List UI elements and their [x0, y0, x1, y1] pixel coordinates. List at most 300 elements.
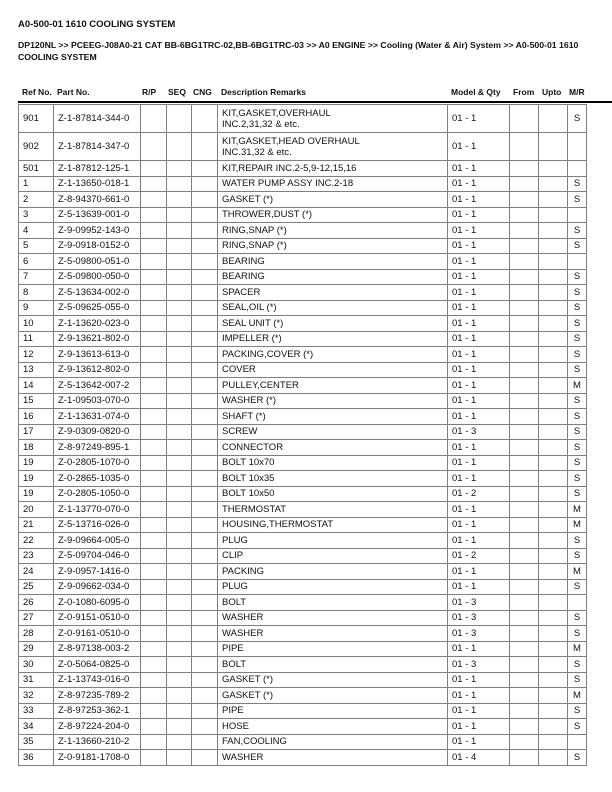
cell-part-no: Z-8-97138-003-2	[54, 641, 141, 657]
table-row	[19, 362, 587, 378]
column-header-mr: M/R	[569, 87, 585, 97]
cell-description: GASKET (*)	[218, 672, 448, 688]
cell-seq	[167, 316, 192, 332]
cell-rp	[141, 378, 167, 394]
cell-from	[510, 533, 539, 549]
page-title: A0-500-01 1610 COOLING SYSTEM	[18, 19, 176, 30]
cell-description: WASHER	[218, 626, 448, 642]
table-row	[19, 502, 587, 518]
cell-ref-no: 5	[19, 238, 54, 254]
cell-upto	[539, 471, 568, 487]
table-column-headers	[18, 87, 586, 97]
cell-part-no: Z-0-2805-1070-0	[54, 455, 141, 471]
cell-model-qty: 01 - 1	[448, 362, 510, 378]
cell-part-no: Z-1-87814-344-0	[54, 105, 141, 133]
cell-description: HOSE	[218, 719, 448, 735]
cell-cng	[192, 254, 218, 270]
cell-part-no: Z-9-09662-034-0	[54, 579, 141, 595]
parts-table	[18, 104, 587, 766]
cell-rp	[141, 610, 167, 626]
cell-cng	[192, 424, 218, 440]
cell-rp	[141, 455, 167, 471]
table-row	[19, 192, 587, 208]
cell-upto	[539, 533, 568, 549]
table-row	[19, 610, 587, 626]
table-row	[19, 564, 587, 580]
cell-seq	[167, 254, 192, 270]
cell-model-qty: 01 - 1	[448, 734, 510, 750]
cell-ref-no: 12	[19, 347, 54, 363]
cell-seq	[167, 471, 192, 487]
cell-seq	[167, 192, 192, 208]
cell-mr: S	[568, 238, 587, 254]
cell-mr: S	[568, 223, 587, 239]
cell-seq	[167, 285, 192, 301]
description-line-1: KIT,GASKET,OVERHAUL	[222, 107, 331, 119]
cell-model-qty: 01 - 3	[448, 657, 510, 673]
cell-seq	[167, 688, 192, 704]
cell-part-no: Z-0-9161-0510-0	[54, 626, 141, 642]
cell-model-qty: 01 - 3	[448, 610, 510, 626]
cell-seq	[167, 455, 192, 471]
table-row	[19, 316, 587, 332]
table-row	[19, 672, 587, 688]
cell-mr: S	[568, 192, 587, 208]
cell-ref-no: 34	[19, 719, 54, 735]
cell-upto	[539, 238, 568, 254]
cell-mr: S	[568, 750, 587, 766]
cell-seq	[167, 378, 192, 394]
table-row	[19, 409, 587, 425]
cell-upto	[539, 502, 568, 518]
cell-mr: S	[568, 548, 587, 564]
cell-cng	[192, 105, 218, 133]
cell-upto	[539, 347, 568, 363]
cell-cng	[192, 440, 218, 456]
cell-mr: S	[568, 579, 587, 595]
cell-cng	[192, 316, 218, 332]
cell-from	[510, 133, 539, 161]
table-row	[19, 133, 587, 161]
description-line-2: INC.2,31,32 & etc.	[222, 118, 300, 130]
cell-upto	[539, 161, 568, 177]
table-row	[19, 285, 587, 301]
cell-ref-no: 19	[19, 486, 54, 502]
cell-from	[510, 176, 539, 192]
cell-cng	[192, 347, 218, 363]
cell-description: BOLT	[218, 657, 448, 673]
cell-rp	[141, 564, 167, 580]
cell-model-qty: 01 - 1	[448, 471, 510, 487]
cell-part-no: Z-9-0918-0152-0	[54, 238, 141, 254]
cell-description: SHAFT (*)	[218, 409, 448, 425]
cell-from	[510, 502, 539, 518]
cell-upto	[539, 207, 568, 223]
cell-model-qty: 01 - 2	[448, 486, 510, 502]
cell-mr: M	[568, 378, 587, 394]
cell-from	[510, 641, 539, 657]
cell-cng	[192, 719, 218, 735]
cell-ref-no: 16	[19, 409, 54, 425]
cell-ref-no: 28	[19, 626, 54, 642]
cell-rp	[141, 595, 167, 611]
cell-rp	[141, 440, 167, 456]
cell-upto	[539, 254, 568, 270]
cell-seq	[167, 331, 192, 347]
cell-from	[510, 362, 539, 378]
cell-from	[510, 486, 539, 502]
cell-mr: S	[568, 626, 587, 642]
cell-part-no: Z-1-09503-070-0	[54, 393, 141, 409]
cell-seq	[167, 424, 192, 440]
cell-cng	[192, 486, 218, 502]
cell-rp	[141, 734, 167, 750]
cell-rp	[141, 641, 167, 657]
cell-mr: S	[568, 285, 587, 301]
cell-rp	[141, 533, 167, 549]
cell-seq	[167, 672, 192, 688]
table-row	[19, 378, 587, 394]
cell-seq	[167, 750, 192, 766]
table-row	[19, 734, 587, 750]
cell-ref-no: 22	[19, 533, 54, 549]
breadcrumb: DP120NL >> PCEEG-J08A0-21 CAT BB-6BG1TRC-02,BB-6BG1TRC-03 >> A0 ENGINE >> Cooling (Water & Air) System >> A0-500-01 1610 COOLING SYSTEM	[18, 40, 579, 62]
cell-upto	[539, 285, 568, 301]
cell-upto	[539, 300, 568, 316]
cell-rp	[141, 192, 167, 208]
cell-upto	[539, 579, 568, 595]
cell-part-no: Z-5-09704-046-0	[54, 548, 141, 564]
cell-description: KIT,REPAIR INC.2-5,9-12,15,16	[218, 161, 448, 177]
cell-ref-no: 7	[19, 269, 54, 285]
cell-model-qty: 01 - 1	[448, 393, 510, 409]
cell-rp	[141, 626, 167, 642]
cell-cng	[192, 548, 218, 564]
cell-description: GASKET (*)	[218, 688, 448, 704]
cell-mr: S	[568, 703, 587, 719]
cell-part-no: Z-1-13770-070-0	[54, 502, 141, 518]
cell-from	[510, 548, 539, 564]
cell-model-qty: 01 - 3	[448, 626, 510, 642]
cell-model-qty: 01 - 1	[448, 133, 510, 161]
cell-ref-no: 1	[19, 176, 54, 192]
cell-model-qty: 01 - 1	[448, 502, 510, 518]
cell-ref-no: 23	[19, 548, 54, 564]
table-row	[19, 471, 587, 487]
cell-seq	[167, 176, 192, 192]
cell-part-no: Z-5-09800-051-0	[54, 254, 141, 270]
cell-rp	[141, 409, 167, 425]
cell-description: PLUG	[218, 533, 448, 549]
cell-description: IMPELLER (*)	[218, 331, 448, 347]
table-row	[19, 347, 587, 363]
cell-model-qty: 01 - 1	[448, 254, 510, 270]
cell-rp	[141, 316, 167, 332]
table-row	[19, 703, 587, 719]
column-header-description: Description Remarks	[221, 87, 307, 97]
cell-rp	[141, 285, 167, 301]
cell-rp	[141, 672, 167, 688]
cell-model-qty: 01 - 1	[448, 223, 510, 239]
table-row	[19, 223, 587, 239]
cell-mr: S	[568, 409, 587, 425]
table-row	[19, 595, 587, 611]
cell-mr: S	[568, 316, 587, 332]
cell-rp	[141, 703, 167, 719]
cell-upto	[539, 610, 568, 626]
cell-model-qty: 01 - 4	[448, 750, 510, 766]
cell-cng	[192, 238, 218, 254]
cell-cng	[192, 133, 218, 161]
cell-part-no: Z-9-09664-005-0	[54, 533, 141, 549]
cell-mr: S	[568, 610, 587, 626]
cell-mr: S	[568, 672, 587, 688]
cell-rp	[141, 579, 167, 595]
table-row	[19, 331, 587, 347]
cell-seq	[167, 393, 192, 409]
table-row	[19, 750, 587, 766]
cell-upto	[539, 672, 568, 688]
cell-cng	[192, 223, 218, 239]
column-header-model-qty: Model & Qty	[451, 87, 501, 97]
cell-from	[510, 471, 539, 487]
cell-model-qty: 01 - 1	[448, 331, 510, 347]
cell-model-qty: 01 - 1	[448, 672, 510, 688]
cell-part-no: Z-9-13612-802-0	[54, 362, 141, 378]
cell-mr: M	[568, 517, 587, 533]
cell-cng	[192, 362, 218, 378]
cell-ref-no: 902	[19, 133, 54, 161]
cell-description: CONNECTOR	[218, 440, 448, 456]
column-header-ref-no: Ref No.	[22, 87, 52, 97]
cell-rp	[141, 471, 167, 487]
table-row	[19, 161, 587, 177]
cell-from	[510, 564, 539, 580]
cell-mr	[568, 595, 587, 611]
cell-model-qty: 01 - 1	[448, 719, 510, 735]
cell-model-qty: 01 - 1	[448, 105, 510, 133]
cell-model-qty: 01 - 1	[448, 238, 510, 254]
cell-upto	[539, 133, 568, 161]
cell-ref-no: 4	[19, 223, 54, 239]
cell-upto	[539, 331, 568, 347]
cell-from	[510, 688, 539, 704]
cell-rp	[141, 300, 167, 316]
cell-seq	[167, 502, 192, 518]
cell-model-qty: 01 - 1	[448, 316, 510, 332]
cell-upto	[539, 564, 568, 580]
cell-ref-no: 2	[19, 192, 54, 208]
cell-rp	[141, 161, 167, 177]
table-row	[19, 455, 587, 471]
cell-cng	[192, 378, 218, 394]
cell-cng	[192, 269, 218, 285]
table-row	[19, 300, 587, 316]
cell-model-qty: 01 - 1	[448, 409, 510, 425]
cell-part-no: Z-0-5064-0825-0	[54, 657, 141, 673]
cell-ref-no: 11	[19, 331, 54, 347]
cell-rp	[141, 502, 167, 518]
cell-description	[218, 105, 448, 133]
cell-part-no: Z-9-0309-0820-0	[54, 424, 141, 440]
cell-rp	[141, 688, 167, 704]
cell-upto	[539, 378, 568, 394]
cell-mr: S	[568, 393, 587, 409]
column-header-from: From	[513, 87, 535, 97]
table-row	[19, 238, 587, 254]
cell-part-no: Z-0-1080-6095-0	[54, 595, 141, 611]
cell-model-qty: 01 - 3	[448, 595, 510, 611]
cell-mr	[568, 161, 587, 177]
cell-part-no: Z-8-97224-204-0	[54, 719, 141, 735]
cell-part-no: Z-5-13634-002-0	[54, 285, 141, 301]
cell-description	[218, 133, 448, 161]
cell-ref-no: 31	[19, 672, 54, 688]
cell-seq	[167, 238, 192, 254]
cell-seq	[167, 703, 192, 719]
cell-mr: S	[568, 300, 587, 316]
cell-rp	[141, 393, 167, 409]
cell-description: THERMOSTAT	[218, 502, 448, 518]
cell-description: PIPE	[218, 641, 448, 657]
cell-from	[510, 703, 539, 719]
cell-from	[510, 424, 539, 440]
cell-upto	[539, 269, 568, 285]
cell-part-no: Z-5-09800-050-0	[54, 269, 141, 285]
cell-model-qty: 01 - 1	[448, 455, 510, 471]
cell-ref-no: 30	[19, 657, 54, 673]
cell-rp	[141, 719, 167, 735]
cell-upto	[539, 626, 568, 642]
cell-ref-no: 6	[19, 254, 54, 270]
cell-ref-no: 901	[19, 105, 54, 133]
cell-cng	[192, 409, 218, 425]
cell-mr: M	[568, 502, 587, 518]
cell-seq	[167, 362, 192, 378]
cell-mr	[568, 734, 587, 750]
cell-seq	[167, 133, 192, 161]
table-row	[19, 688, 587, 704]
cell-description: SEAL,OIL (*)	[218, 300, 448, 316]
cell-rp	[141, 238, 167, 254]
cell-cng	[192, 176, 218, 192]
cell-model-qty: 01 - 1	[448, 207, 510, 223]
cell-seq	[167, 105, 192, 133]
table-row	[19, 176, 587, 192]
cell-part-no: Z-9-09952-143-0	[54, 223, 141, 239]
cell-seq	[167, 595, 192, 611]
cell-model-qty: 01 - 1	[448, 161, 510, 177]
cell-upto	[539, 176, 568, 192]
table-row	[19, 440, 587, 456]
cell-mr: S	[568, 331, 587, 347]
cell-ref-no: 25	[19, 579, 54, 595]
cell-part-no: Z-5-13716-026-0	[54, 517, 141, 533]
cell-from	[510, 300, 539, 316]
cell-model-qty: 01 - 1	[448, 688, 510, 704]
cell-ref-no: 26	[19, 595, 54, 611]
column-header-cng: CNG	[193, 87, 212, 97]
cell-ref-no: 17	[19, 424, 54, 440]
cell-upto	[539, 734, 568, 750]
cell-upto	[539, 393, 568, 409]
cell-from	[510, 626, 539, 642]
cell-description: WASHER	[218, 610, 448, 626]
cell-cng	[192, 300, 218, 316]
cell-cng	[192, 533, 218, 549]
cell-description: THROWER,DUST (*)	[218, 207, 448, 223]
cell-upto	[539, 105, 568, 133]
cell-cng	[192, 579, 218, 595]
column-header-upto: Upto	[542, 87, 562, 97]
cell-from	[510, 105, 539, 133]
cell-upto	[539, 455, 568, 471]
cell-ref-no: 3	[19, 207, 54, 223]
cell-upto	[539, 703, 568, 719]
cell-cng	[192, 672, 218, 688]
cell-description: SPACER	[218, 285, 448, 301]
cell-mr: S	[568, 105, 587, 133]
cell-rp	[141, 657, 167, 673]
cell-seq	[167, 626, 192, 642]
cell-upto	[539, 750, 568, 766]
table-row	[19, 548, 587, 564]
cell-seq	[167, 440, 192, 456]
cell-part-no: Z-9-0957-1416-0	[54, 564, 141, 580]
cell-description: WASHER (*)	[218, 393, 448, 409]
cell-seq	[167, 641, 192, 657]
cell-cng	[192, 595, 218, 611]
table-row	[19, 424, 587, 440]
cell-description: BOLT	[218, 595, 448, 611]
cell-seq	[167, 533, 192, 549]
cell-description: BOLT 10x50	[218, 486, 448, 502]
cell-description: COVER	[218, 362, 448, 378]
cell-ref-no: 13	[19, 362, 54, 378]
cell-upto	[539, 192, 568, 208]
column-header-seq: SEQ	[168, 87, 186, 97]
cell-ref-no: 8	[19, 285, 54, 301]
cell-cng	[192, 502, 218, 518]
cell-ref-no: 29	[19, 641, 54, 657]
cell-seq	[167, 347, 192, 363]
cell-part-no: Z-1-13650-018-1	[54, 176, 141, 192]
cell-seq	[167, 223, 192, 239]
cell-from	[510, 409, 539, 425]
cell-ref-no: 15	[19, 393, 54, 409]
cell-mr: S	[568, 176, 587, 192]
cell-cng	[192, 564, 218, 580]
cell-mr: S	[568, 347, 587, 363]
cell-rp	[141, 486, 167, 502]
cell-model-qty: 01 - 1	[448, 703, 510, 719]
header-divider-line	[18, 101, 612, 103]
cell-cng	[192, 471, 218, 487]
cell-from	[510, 316, 539, 332]
table-row	[19, 579, 587, 595]
cell-model-qty: 01 - 1	[448, 533, 510, 549]
cell-mr: S	[568, 424, 587, 440]
cell-from	[510, 254, 539, 270]
cell-ref-no: 18	[19, 440, 54, 456]
cell-rp	[141, 207, 167, 223]
cell-description: BOLT 10x35	[218, 471, 448, 487]
cell-part-no: Z-1-13743-016-0	[54, 672, 141, 688]
cell-from	[510, 269, 539, 285]
cell-description: FAN,COOLING	[218, 734, 448, 750]
cell-model-qty: 01 - 1	[448, 269, 510, 285]
cell-cng	[192, 331, 218, 347]
